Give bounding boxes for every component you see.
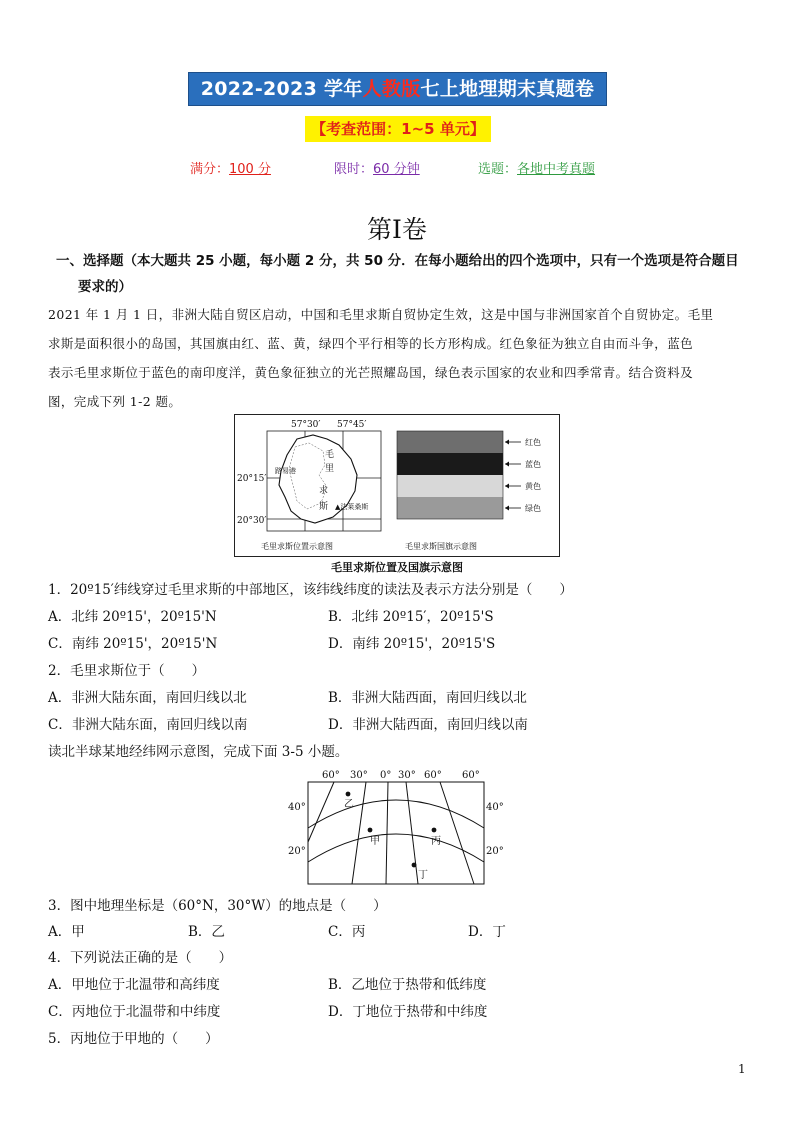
lon-label: 30° [350, 770, 368, 781]
flag-label: 蓝色 [525, 460, 541, 469]
map-caption: 毛里求斯位置示意图 [261, 542, 333, 551]
island-char: 求 [319, 486, 329, 496]
exam-scope: 【考查范围：1~5 单元】 [305, 116, 491, 142]
flag-stripe-green [397, 497, 503, 519]
lon-label: 60° [322, 770, 340, 781]
lon-label: 60° [424, 770, 442, 781]
q4-option-c: C．丙地位于北温带和中纬度 [48, 1004, 221, 1020]
question-2: 2．毛里求斯位于（ ） [48, 663, 206, 679]
q2-option-c: C．非洲大陆东面，南回归线以南 [48, 717, 248, 733]
title-highlight: 人教版 [362, 78, 421, 100]
section-heading-line2: 要求的） [78, 279, 132, 295]
section-heading [56, 248, 756, 300]
lon-label: 60° [462, 770, 480, 781]
flag-stripe-red [397, 431, 503, 453]
figure-mauritius [234, 414, 560, 557]
figure1-caption: 毛里求斯位置及国旗示意图 [331, 561, 463, 574]
lat-label: 40° [486, 802, 504, 813]
q3-option-c: C．丙 [328, 924, 366, 940]
flag-label: 红色 [525, 438, 541, 447]
capital-label: 路易港 [275, 467, 296, 475]
volume-title: 第I卷 [367, 215, 427, 244]
point-label: 丁 [418, 870, 428, 881]
point-label: 乙 [344, 799, 354, 810]
point-ding [412, 863, 417, 868]
lon-label: 0° [380, 770, 392, 781]
port-label: ▲法莱桑斯 [335, 503, 369, 511]
full-score [190, 158, 271, 177]
flag-label: 黄色 [525, 482, 541, 491]
lat-label: 20° [288, 846, 306, 857]
section-heading-line1: 一、选择题（本大题共 25 小题，每小题 2 分，共 50 分．在每小题给出的四个选项中，只有一个选项是符合题目 [56, 253, 739, 269]
intro-line: 2021 年 1 月 1 日，非洲大陆自贸区启动，中国和毛里求斯自贸协定生效，这是中国与非洲国家首个自贸协定。毛里 [48, 307, 714, 322]
island-char: 里 [325, 464, 335, 474]
full-score-value: 100 分 [229, 162, 271, 177]
lat-label: 20°15′ [237, 474, 267, 484]
lon-label: 30° [398, 770, 416, 781]
q3-option-a: A．甲 [48, 924, 85, 940]
q2-option-a: A．非洲大陆东面，南回归线以北 [48, 690, 247, 706]
title-suffix: 七上地理期末真题卷 [420, 78, 595, 100]
question-source [478, 158, 595, 177]
lat-label: 20°30′ [237, 516, 267, 526]
q1-option-d: D．南纬 20º15'，20º15'S [328, 636, 496, 652]
q2-option-d: D．非洲大陆西面，南回归线以南 [328, 717, 528, 733]
question-1: 1．20º15′纬线穿过毛里求斯的中部地区，该纬线纬度的读法及表示方法分别是（ ） [48, 582, 573, 598]
q1-option-c: C．南纬 20º15'，20º15'N [48, 636, 218, 652]
intro-line: 求斯是面积很小的岛国，其国旗由红、蓝、黄，绿四个平行相等的长方形构成。红色象征为独立自由而斗争，蓝色 [48, 336, 694, 351]
q2-option-b: B．非洲大陆西面，南回归线以北 [328, 690, 527, 706]
intro-line: 图，完成下列 1-2 题。 [48, 394, 182, 409]
flag-stripe-yellow [397, 475, 503, 497]
title-banner [188, 72, 607, 106]
point-bing [432, 828, 437, 833]
intro-paragraph [48, 300, 754, 416]
title-prefix: 2022-2023 学年 [200, 78, 363, 100]
q4-option-a: A．甲地位于北温带和高纬度 [48, 977, 220, 993]
q3-option-d: D．丁 [468, 924, 506, 940]
q1-option-a: A．北纬 20º15'，20º15'N [48, 609, 217, 625]
question-5: 5．丙地位于甲地的（ ） [48, 1031, 219, 1047]
q4-option-b: B．乙地位于热带和低纬度 [328, 977, 487, 993]
time-limit-value: 60 分钟 [373, 162, 420, 177]
lon-label: 57°30′ [291, 420, 321, 430]
island-char: 毛 [325, 450, 335, 460]
page-number: 1 [738, 1062, 746, 1076]
time-limit-label: 限时： [334, 162, 374, 177]
point-yi [346, 792, 351, 797]
lon-label: 57°45′ [337, 420, 367, 430]
time-limit [334, 158, 420, 177]
lead-paragraph: 读北半球某地经纬网示意图，完成下面 3-5 小题。 [48, 744, 349, 760]
flag-caption: 毛里求斯国旗示意图 [405, 542, 477, 551]
full-score-label: 满分： [190, 162, 230, 177]
question-source-value: 各地中考真题 [517, 162, 596, 177]
q1-option-b: B．北纬 20º15′，20º15'S [328, 609, 494, 625]
question-source-label: 选题： [478, 162, 518, 177]
flag [397, 431, 541, 551]
point-label: 丙 [431, 836, 441, 847]
island-char: 斯 [319, 502, 329, 512]
lat-label: 20° [486, 846, 504, 857]
intro-line: 表示毛里求斯位于蓝色的南印度洋，黄色象征独立的光芒照耀岛国，绿色表示国家的农业和四季常青。结合资料及 [48, 365, 694, 380]
lat-label: 40° [288, 802, 306, 813]
flag-stripe-blue [397, 453, 503, 475]
flag-label: 绿色 [525, 504, 541, 513]
point-label: 甲 [370, 836, 380, 847]
q3-option-b: B．乙 [188, 924, 225, 940]
question-4: 4．下列说法正确的是（ ） [48, 950, 233, 966]
question-3: 3．图中地理坐标是（60°N，30°W）的地点是（ ） [48, 898, 387, 914]
point-jia [368, 828, 373, 833]
map-grid [237, 420, 381, 551]
figure-graticule [280, 766, 520, 888]
q4-option-d: D．丁地位于热带和中纬度 [328, 1004, 488, 1020]
